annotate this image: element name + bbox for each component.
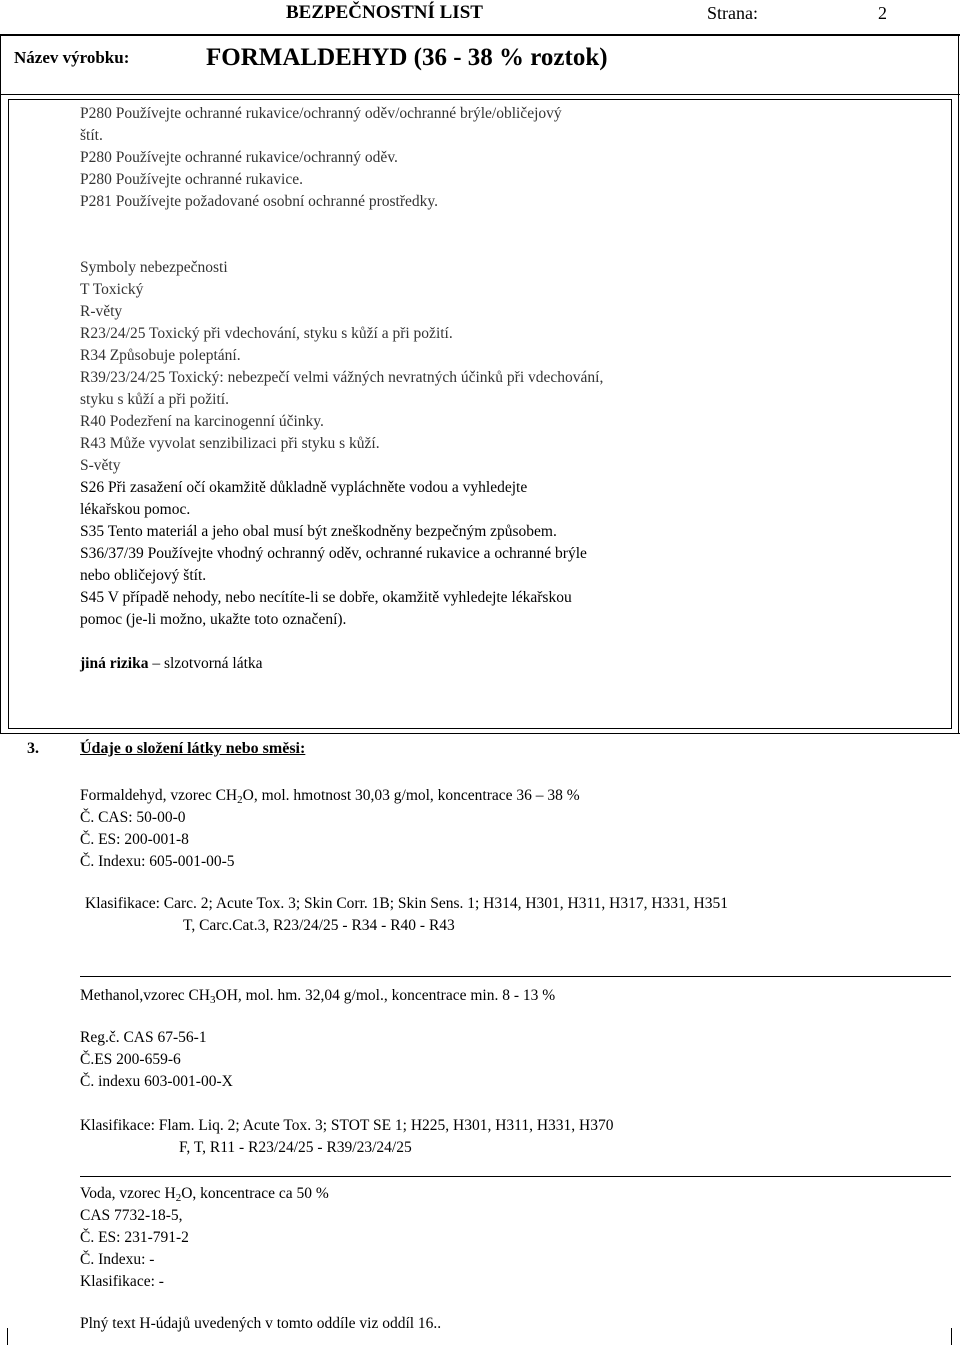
s26-line-1: S26 Při zasažení očí okamžitě důkladně vypláchněte vodou a vyhledejte	[80, 479, 528, 496]
header-rule	[0, 34, 960, 36]
s36-line-1: S36/37/39 Používejte vhodný ochranný oděv, ochranné rukavice a ochranné brýle	[80, 545, 587, 562]
frame-left-header	[0, 34, 1, 96]
r43-line: R43 Může vyvolat senzibilizaci při styku s kůží.	[80, 435, 380, 452]
bottom-frame-left	[7, 1328, 8, 1345]
r34-line: R34 Způsobuje poleptání.	[80, 347, 241, 364]
r23-line: R23/24/25 Toxický při vdechování, styku s kůží a při požití.	[80, 325, 453, 342]
outer-frame-left	[0, 94, 1, 734]
formaldehyde-cas: Č. CAS: 50-00-0	[80, 809, 186, 826]
water-classification: Klasifikace: -	[80, 1273, 164, 1290]
water-formula-post: O, koncentrace ca 50 %	[181, 1185, 329, 1202]
hazard-symbols-heading: Symboly nebezpečnosti	[80, 259, 228, 276]
page-label: Strana:	[707, 3, 758, 23]
p281-line: P281 Používejte požadované osobní ochranné prostředky.	[80, 193, 438, 210]
methanol-classification-2: F, T, R11 - R23/24/25 - R39/23/24/25	[179, 1139, 412, 1156]
water-index: Č. Indexu: -	[80, 1251, 155, 1268]
other-risks-text: – slzotvorná látka	[148, 655, 263, 672]
methanol-subscript: 3	[210, 994, 216, 1006]
product-name: FORMALDEHYD (36 - 38 % roztok)	[206, 44, 608, 71]
section-number: 3.	[27, 740, 39, 757]
frame-right-header	[958, 34, 959, 96]
formaldehyde-formula-pre: Formaldehyd, vzorec CH	[80, 787, 238, 804]
r40-line: R40 Podezření na karcinogenní účinky.	[80, 413, 324, 430]
other-risks	[80, 655, 263, 673]
hazard-frame-left	[8, 99, 9, 729]
p280-line-3: P280 Používejte ochranné rukavice.	[80, 171, 303, 188]
outer-frame-bottom	[0, 733, 960, 734]
s36-line-2: nebo obličejový štít.	[80, 567, 207, 584]
water-subscript: 2	[175, 1192, 182, 1204]
s45-line-1: S45 V případě nehody, nebo necítíte-li se dobře, okamžitě vyhledejte lékařskou	[80, 589, 572, 606]
product-rule-2	[8, 99, 952, 100]
page-number: 2	[878, 3, 887, 23]
formaldehyde-formula-post: O, mol. hmotnost 30,03 g/mol, koncentrace 36 – 38 %	[242, 787, 580, 804]
water-separator	[80, 1176, 951, 1177]
formaldehyde-es: Č. ES: 200-001-8	[80, 831, 189, 848]
formaldehyde-formula	[80, 787, 580, 805]
methanol-cas: Reg.č. CAS 67-56-1	[80, 1029, 207, 1046]
water-es: Č. ES: 231-791-2	[80, 1229, 189, 1246]
outer-frame-right	[958, 94, 959, 734]
methanol-formula	[80, 987, 555, 1005]
hazard-frame-bottom	[8, 728, 952, 729]
symbol-t: T Toxický	[80, 281, 144, 298]
s-phrases-heading: S-věty	[80, 457, 121, 474]
formaldehyde-index: Č. Indexu: 605-001-00-5	[80, 853, 235, 870]
p280-line-2: P280 Používejte ochranné rukavice/ochranný oděv.	[80, 149, 398, 166]
methanol-separator	[80, 976, 951, 977]
methanol-index: Č. indexu 603-001-00-X	[80, 1073, 233, 1090]
formaldehyde-classification-1: Klasifikace: Carc. 2; Acute Tox. 3; Skin Corr. 1B; Skin Sens. 1; H314, H301, H311, H317, H331, H351	[85, 895, 728, 912]
r-phrases-heading: R-věty	[80, 303, 123, 320]
product-rule-1	[0, 94, 960, 95]
methanol-classification-1: Klasifikace: Flam. Liq. 2; Acute Tox. 3; STOT SE 1; H225, H301, H311, H331, H370	[80, 1117, 614, 1134]
bottom-frame-right	[951, 1328, 952, 1345]
s45-line-2: pomoc (je-li možno, ukažte toto označení).	[80, 611, 347, 628]
p280-line-1b: štít.	[80, 127, 103, 144]
document-title: BEZPEČNOSTNÍ LIST	[286, 2, 483, 23]
footer-note: Plný text H-údajů uvedených v tomto oddíle viz oddíl 16..	[80, 1315, 442, 1332]
formaldehyde-subscript: 2	[237, 794, 243, 806]
s26-line-2: lékařskou pomoc.	[80, 501, 191, 518]
r39-line-1: R39/23/24/25 Toxický: nebezpečí velmi vážných nevratných účinků při vdechování,	[80, 369, 604, 386]
water-formula	[80, 1185, 329, 1203]
section-title: Údaje o složení látky nebo směsi:	[80, 740, 306, 757]
water-cas: CAS 7732-18-5,	[80, 1207, 183, 1224]
product-label: Název výrobku:	[14, 48, 130, 67]
methanol-formula-post: OH, mol. hm. 32,04 g/mol., koncentrace min. 8 - 13 %	[215, 987, 556, 1004]
s35-line: S35 Tento materiál a jeho obal musí být zneškodněny bezpečným způsobem.	[80, 523, 557, 540]
methanol-es: Č.ES 200-659-6	[80, 1051, 181, 1068]
p280-line-1: P280 Používejte ochranné rukavice/ochranný oděv/ochranné brýle/obličejový	[80, 105, 562, 122]
water-formula-pre: Voda, vzorec H	[80, 1185, 176, 1202]
methanol-formula-pre: Methanol,vzorec CH	[80, 987, 210, 1004]
formaldehyde-classification-2: T, Carc.Cat.3, R23/24/25 - R34 - R40 - R43	[183, 917, 455, 934]
other-risks-label: jiná rizika	[80, 655, 149, 672]
hazard-frame-right	[951, 99, 952, 729]
r39-line-2: styku s kůží a při požití.	[80, 391, 229, 408]
